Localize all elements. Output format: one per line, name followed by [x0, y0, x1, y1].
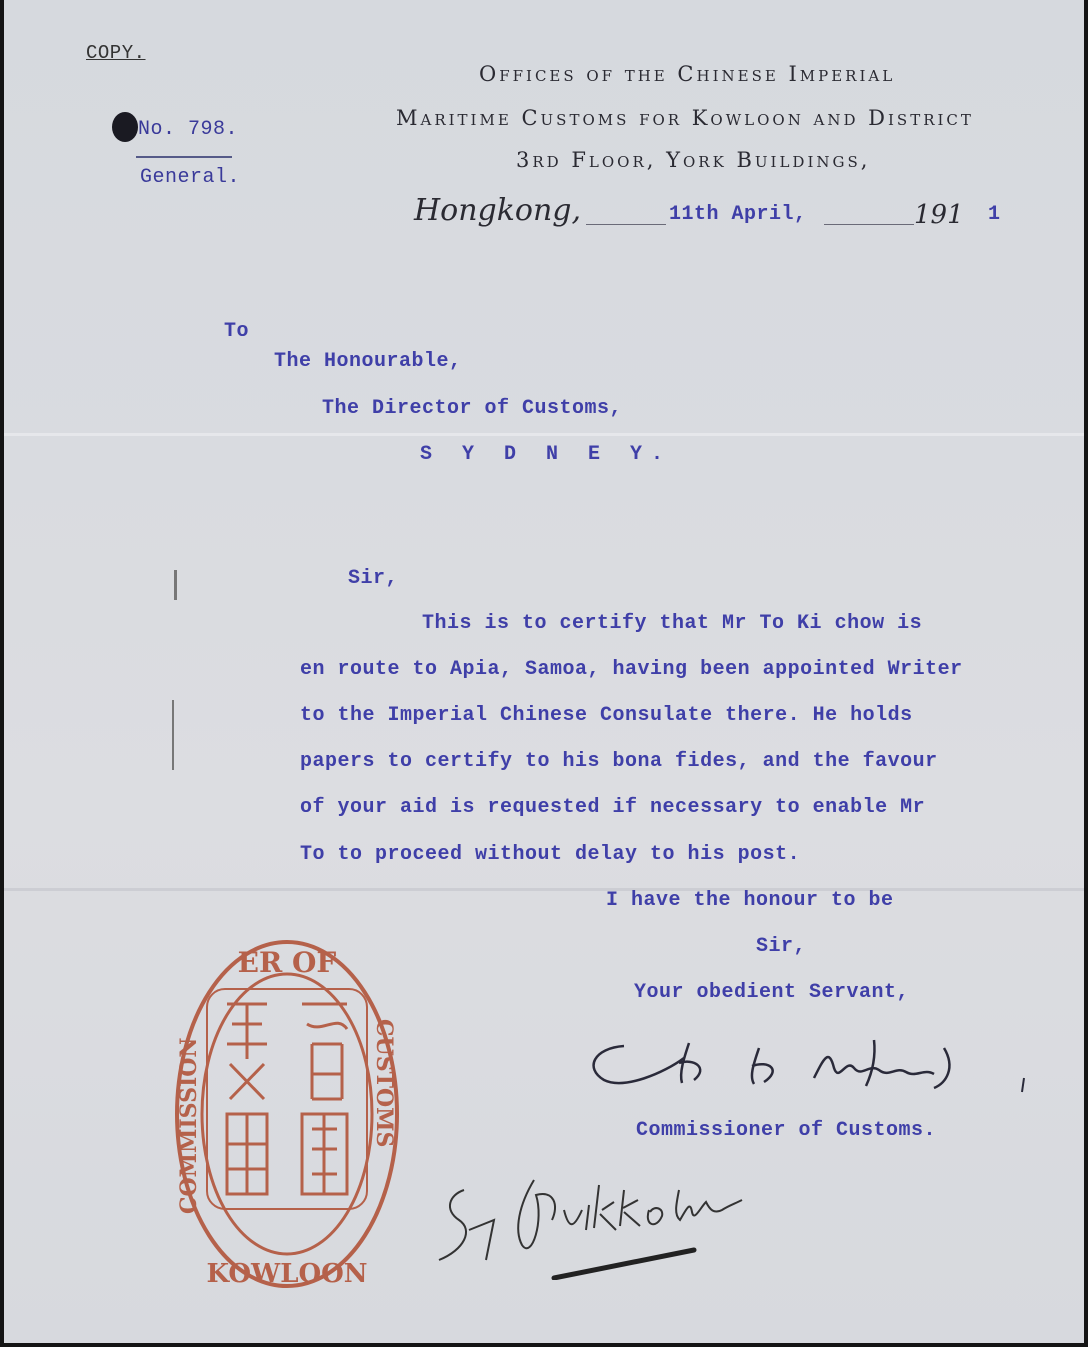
place-name: Hongkong, — [414, 193, 582, 228]
letterhead-line-2: Maritime Customs for Kowloon and District — [396, 106, 974, 130]
letterhead-line-1: Offices of the Chinese Imperial — [479, 62, 896, 86]
reference-number: No. 798. — [138, 118, 239, 141]
svg-text:ER OF: ER OF — [237, 946, 337, 979]
margin-mark — [174, 570, 177, 600]
body-line: en route to Apia, Samoa, having been appointed Writer — [300, 658, 963, 681]
fold-line — [4, 433, 1084, 436]
body-line: papers to certify to his bona fides, and the favour — [300, 750, 938, 773]
fold-line — [4, 888, 1084, 891]
closing-line-2: Sir, — [756, 935, 807, 958]
category-label: General. — [140, 166, 241, 189]
signatory-title: Commissioner of Customs. — [636, 1119, 937, 1142]
year-typed: 1 — [988, 203, 1001, 226]
pencil-annotation — [424, 1150, 764, 1280]
svg-text:KOWLOON: KOWLOON — [206, 1259, 368, 1289]
customs-seal — [172, 934, 402, 1294]
handwritten-signature — [584, 1028, 1034, 1098]
ink-blot — [112, 112, 138, 142]
year-printed: 191 — [914, 200, 964, 230]
letter-page — [4, 0, 1084, 1343]
divider — [136, 156, 232, 158]
body-line: to the Imperial Chinese Consulate there. He holds — [300, 704, 913, 727]
body-line: of your aid is requested if necessary to enable Mr — [300, 796, 926, 819]
address-line-3: S Y D N E Y. — [420, 443, 673, 466]
closing-line-1: I have the honour to be — [606, 889, 894, 912]
body-line: To to proceed without delay to his post. — [300, 843, 801, 866]
body-line: This is to certify that Mr To Ki chow is — [422, 612, 923, 635]
salutation: Sir, — [348, 567, 399, 590]
svg-text:CUSTOMS: CUSTOMS — [371, 1019, 397, 1148]
date-text: 11th April, — [669, 203, 807, 226]
address-line-1: The Honourable, — [274, 350, 462, 373]
date-rule — [586, 224, 666, 225]
closing-line-3: Your obedient Servant, — [634, 981, 910, 1004]
address-to: To — [224, 320, 250, 343]
letterhead-line-3: 3rd Floor, York Buildings, — [516, 148, 871, 172]
address-line-2: The Director of Customs, — [322, 397, 623, 420]
svg-text:COMMISSION: COMMISSION — [176, 1037, 202, 1214]
margin-mark — [172, 700, 174, 770]
date-rule — [824, 224, 914, 225]
copy-label: COPY. — [86, 42, 146, 64]
